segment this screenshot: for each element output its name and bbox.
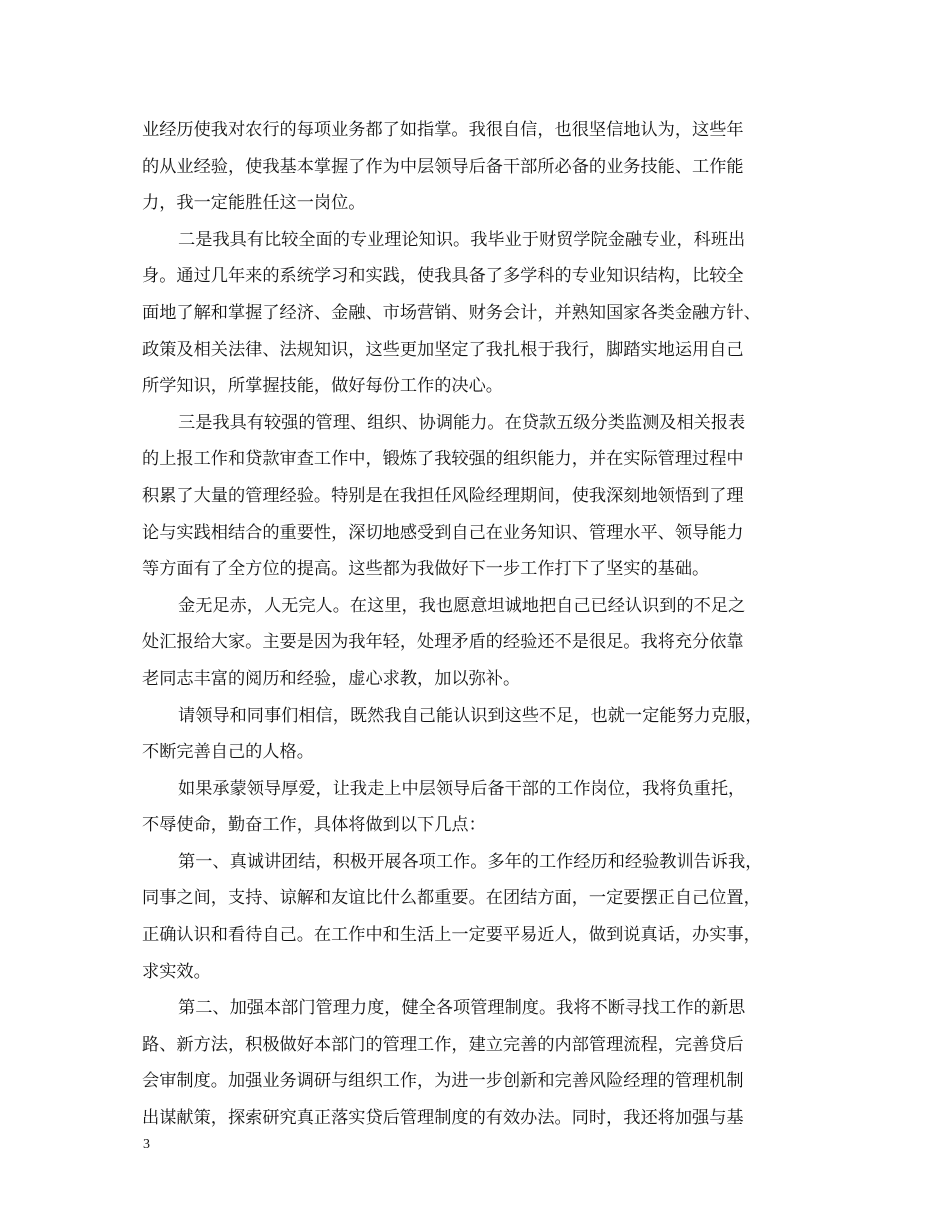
document-body [142,112,832,1137]
text-line: 出谋献策，探索研究真正落实贷后管理制度的有效办法。同时，我还将加强与基 [142,1108,744,1129]
text-line: 论与实践相结合的重要性，深切地感受到自己在业务知识、管理水平、领导能力 [142,522,744,543]
text-line: 如果承蒙领导厚爱，让我走上中层领导后备干部的工作岗位，我将负重托， [178,778,746,799]
text-line: 的上报工作和贷款审查工作中，锻炼了我较强的组织能力，并在实际管理过程中 [142,449,744,470]
page-number: 3 [143,1137,150,1152]
text-line: 的从业经验，使我基本掌握了作为中层领导后备干部所必备的业务技能、工作能 [142,156,744,177]
text-line: 二是我具有比较全面的专业理论知识。我毕业于财贸学院金融专业，科班出 [178,229,746,250]
text-line: 不辱使命，勤奋工作，具体将做到以下几点： [142,815,486,836]
text-line: 积累了大量的管理经验。特别是在我担任风险经理期间，使我深刻地领悟到了理 [142,485,744,506]
text-line: 路、新方法，积极做好本部门的管理工作，建立完善的内部管理流程，完善贷后 [142,1034,744,1055]
text-line: 第一、真诚讲团结，积极开展各项工作。多年的工作经历和经验教训告诉我， [178,851,763,872]
text-line: 业经历使我对农行的每项业务都了如指掌。我很自信，也很坚信地认为，这些年 [142,120,744,140]
text-line: 身。通过几年来的系统学习和实践，使我具备了多学科的专业知识结构，比较全 [142,266,744,287]
text-line: 会审制度。加强业务调研与组织工作，为进一步创新和完善风险经理的管理机制 [142,1071,744,1092]
text-line: 第二、加强本部门管理力度，健全各项管理制度。我将不断寻找工作的新思 [178,998,746,1019]
text-line: 政策及相关法律、法规知识，这些更加坚定了我扎根于我行，脚踏实地运用自己 [142,339,744,360]
text-line: 老同志丰富的阅历和经验，虚心求教，加以弥补。 [142,668,521,689]
text-line: 同事之间，支持、谅解和友谊比什么都重要。在团结方面，一定要摆正自己位置， [142,888,761,909]
text-line: 三是我具有较强的管理、组织、协调能力。在贷款五级分类监测及相关报表 [178,412,746,433]
text-line: 求实效。 [142,961,211,982]
text-line: 金无足赤，人无完人。在这里，我也愿意坦诚地把自己已经认识到的不足之 [178,595,746,616]
text-line: 请领导和同事们相信，既然我自己能认识到这些不足，也就一定能努力克服， [178,705,763,726]
text-line: 处汇报给大家。主要是因为我年轻，处理矛盾的经验还不是很足。我将充分依靠 [142,632,744,653]
text-line: 不断完善自己的人格。 [142,742,314,763]
text-line: 正确认识和看待自己。在工作中和生活上一定要平易近人，做到说真话，办实事， [142,925,761,946]
text-line: 力，我一定能胜任这一岗位。 [142,193,366,214]
text-line: 面地了解和掌握了经济、金融、市场营销、财务会计，并熟知国家各类金融方针、 [142,302,761,323]
text-line: 等方面有了全方位的提高。这些都为我做好下一步工作打下了坚实的基础。 [142,559,710,580]
text-line: 所学知识，所掌握技能，做好每份工作的决心。 [142,376,503,397]
